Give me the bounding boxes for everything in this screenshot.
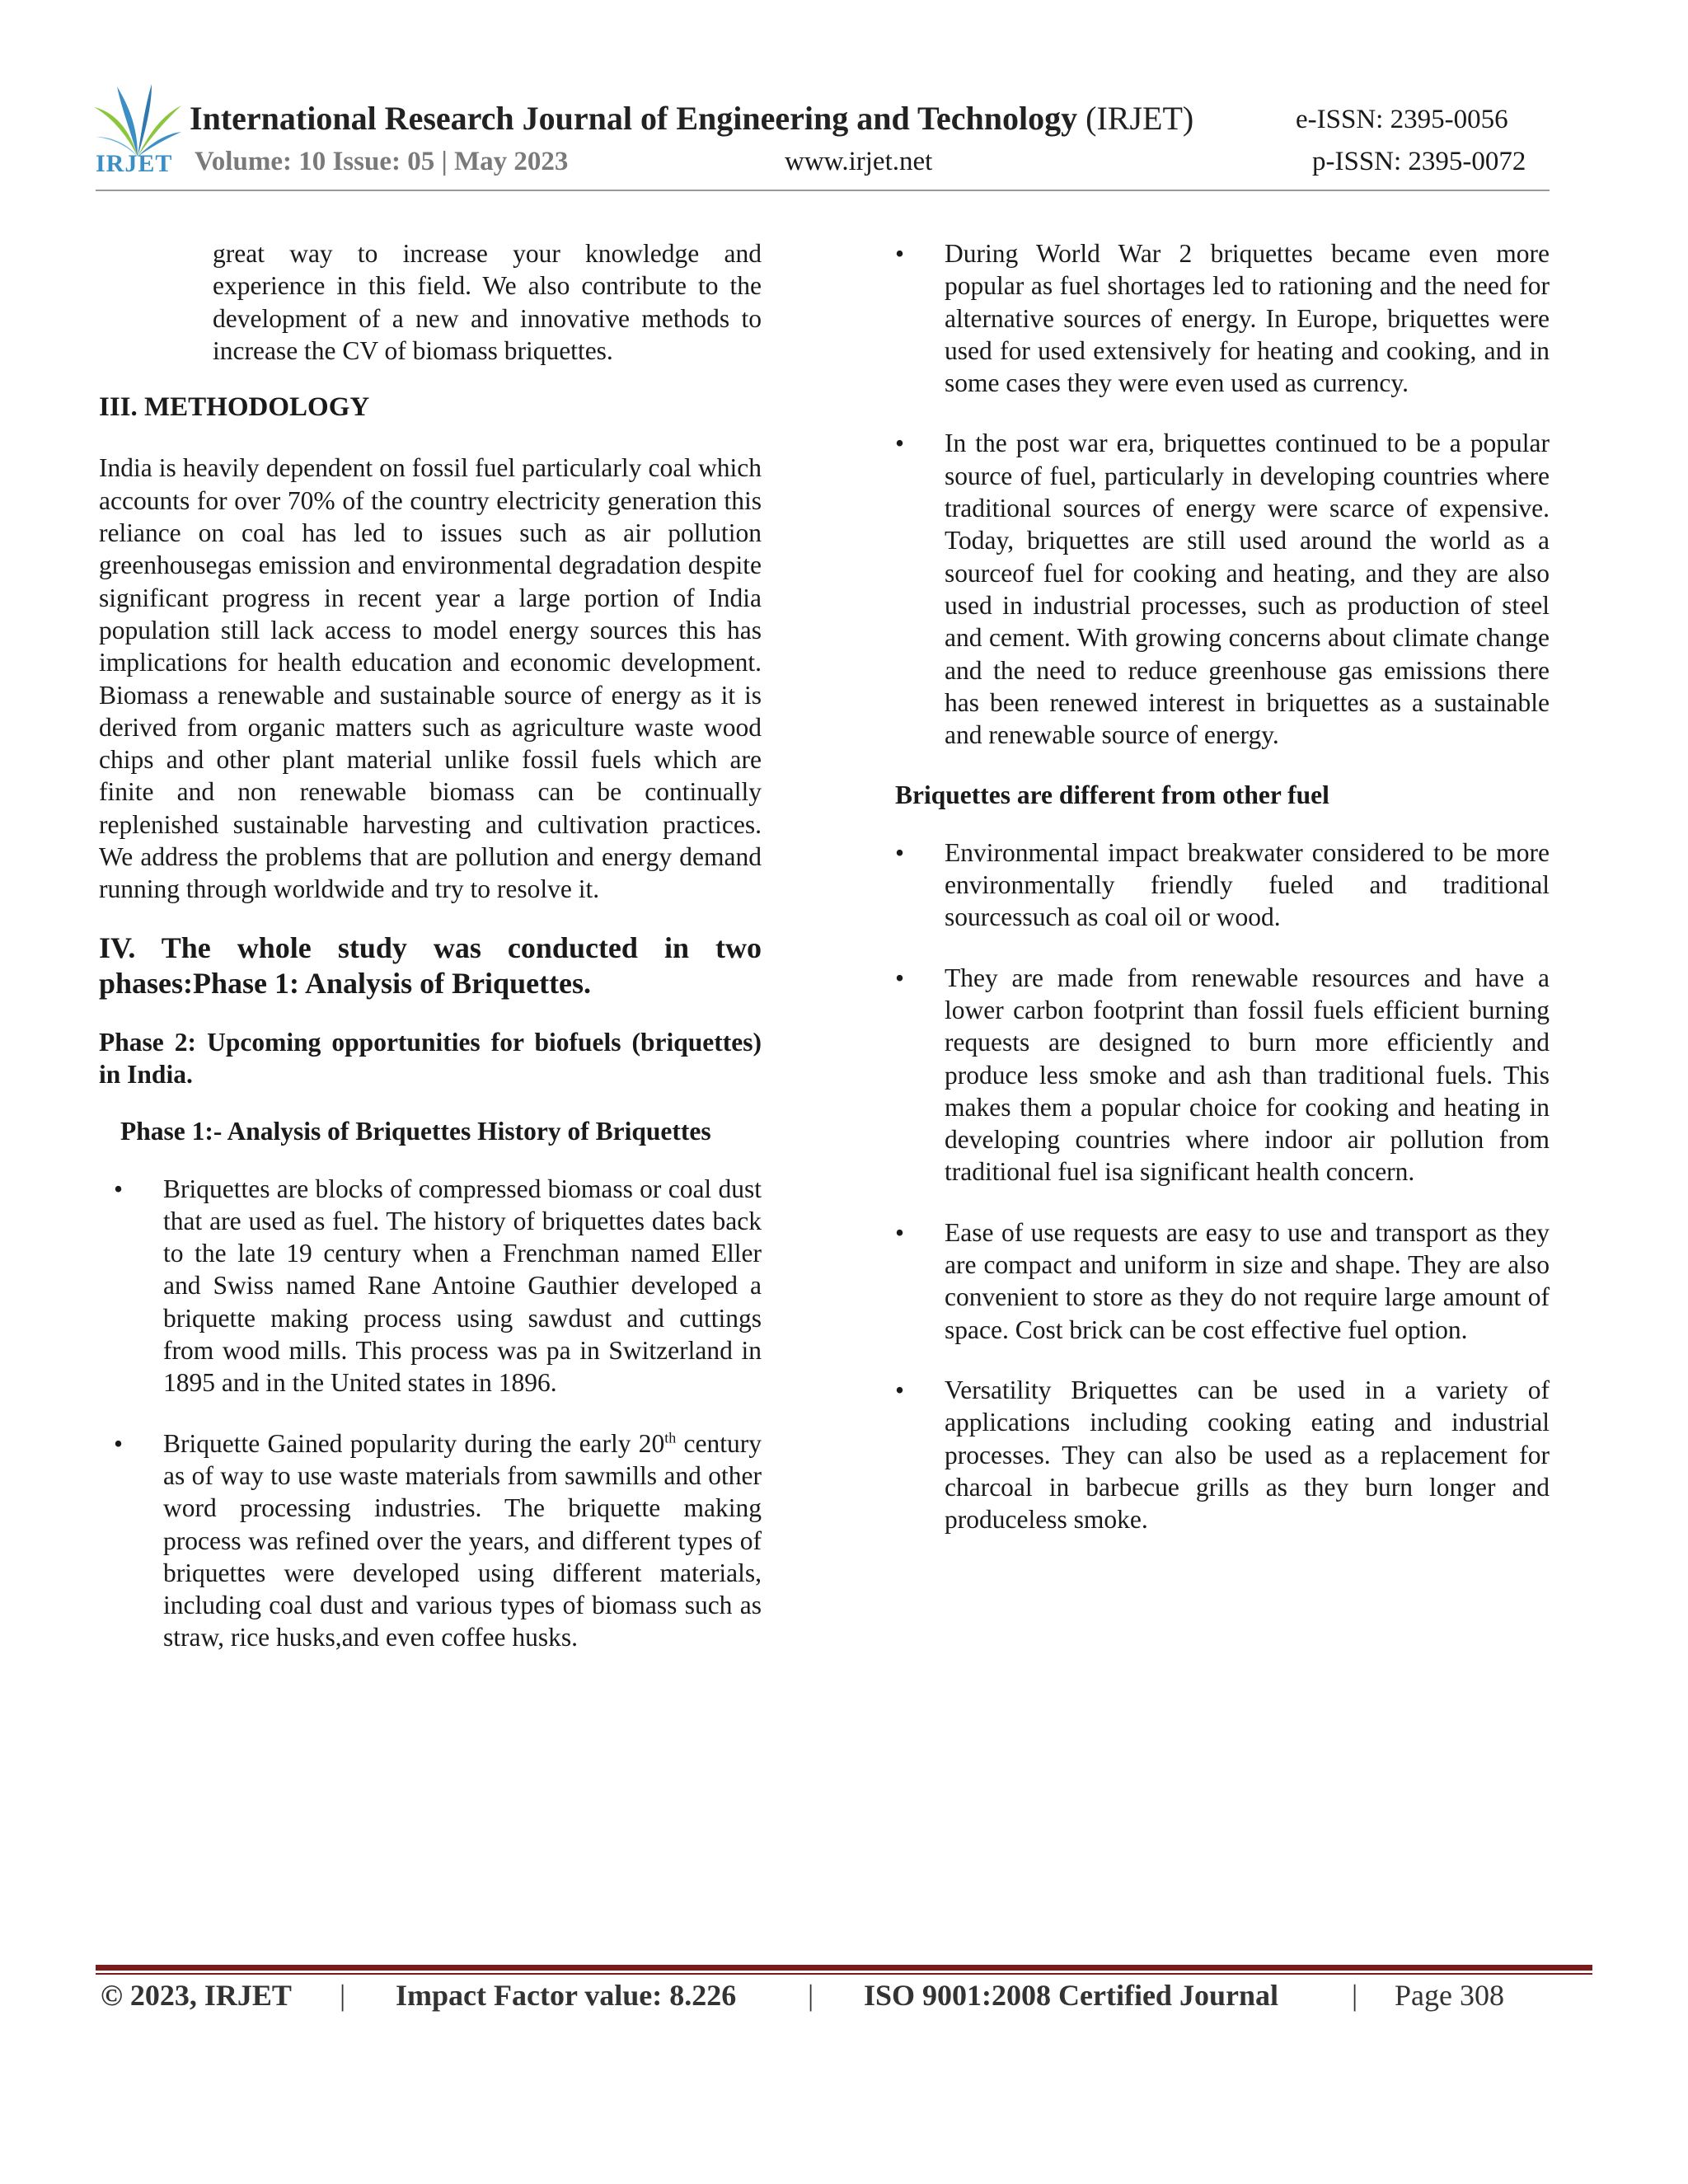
footer-impact-factor: Impact Factor value: 8.226 xyxy=(396,1979,737,2012)
list-item-text: Briquettes are blocks of compressed biomass or coal dust that are used as fuel. The history of briquettes dates back to the late 19 century when a Frenchman named Eller and Swiss named Rane Antoine Gauthier developed a briquette making process using sawdust and cuttings from wood mills. This process was pa in Switzerland in 1895 and in the United states in 1896. xyxy=(163,1174,762,1398)
bullet-icon: • xyxy=(895,837,905,867)
list-item-text-part: century as of way to use waste materials from sawmills and other word processing industries. The briquette making process was refined over the years, and different types of briquettes were developed using different materials, including coal dust and various types of biomass such as straw, rice husks,and even coffee husks. xyxy=(163,1428,762,1652)
footer-copyright: © 2023, IRJET xyxy=(101,1979,292,2012)
history-bullet-list-continued xyxy=(895,237,1550,751)
bullet-icon: • xyxy=(895,963,905,992)
bullet-icon: • xyxy=(895,429,905,458)
pissn: p-ISSN: 2395-0072 xyxy=(1312,147,1526,176)
left-column xyxy=(99,237,762,1682)
bullet-icon: • xyxy=(114,1174,124,1203)
footer-separator: | xyxy=(808,1979,814,2012)
methodology-heading: III. METHODOLOGY xyxy=(99,392,370,423)
ordinal-suffix: th xyxy=(664,1429,677,1446)
footer-separator: | xyxy=(1352,1979,1358,2012)
list-item xyxy=(99,1173,762,1399)
list-item-text: Ease of use requests are easy to use and transport as they are compact and uniform in size and shape. They are also convenient to store as they do not require large amount of space. Cost brick can be cost effective fuel option. xyxy=(945,1217,1550,1344)
footer-divider-thin xyxy=(96,1973,1592,1975)
phase2-heading: Phase 2: Upcoming opportunities for biofuels (briquettes) in India. xyxy=(99,1027,762,1089)
journal-logo xyxy=(92,82,183,181)
bullet-icon: • xyxy=(895,1375,905,1404)
page-number: Page 308 xyxy=(1395,1979,1504,2012)
intro-continuation: great way to increase your knowledge and experience in this field. We also contribute to the development of a new and innovative methods to increase the CV of biomass briquettes. xyxy=(213,239,762,365)
list-item xyxy=(895,1374,1550,1535)
list-item xyxy=(895,837,1550,934)
list-item xyxy=(99,1427,762,1654)
list-item-text: During World War 2 briquettes became even more popular as fuel shortages led to rationing and the need for alternative sources of energy. In Europe, briquettes were used for used extensively for heating and cooking, and in some cases they were even used as currency. xyxy=(945,239,1550,398)
list-item xyxy=(895,1216,1550,1346)
difference-heading: Briquettes are different from other fuel xyxy=(895,780,1329,810)
header-divider xyxy=(96,190,1550,191)
footer-separator: | xyxy=(340,1979,346,2012)
difference-bullet-list xyxy=(895,837,1550,1536)
journal-title-text: International Research Journal of Engineering and Technology xyxy=(190,100,1078,137)
journal-abbr: (IRJET) xyxy=(1085,100,1194,137)
list-item-text-part: Briquette Gained popularity during the early 20 xyxy=(163,1428,665,1458)
list-item-text: Environmental impact breakwater considered to be more environmentally friendly fueled and traditional sourcessuch as coal oil or wood. xyxy=(945,837,1550,932)
list-item xyxy=(895,427,1550,751)
list-item-text xyxy=(163,1429,762,1652)
list-item-text: They are made from renewable resources and have a lower carbon footprint than fossil fuels efficient burning requests are designed to burn more efficiently and produce less smoke and ash than traditional fuels. This makes them a popular choice for cooking and heating in developing countries where indoor air pollution from traditional fuel isa significant health concern. xyxy=(945,963,1550,1187)
logo-text: IRJET xyxy=(96,150,173,177)
eissn: e-ISSN: 2395-0056 xyxy=(1296,105,1508,134)
bullet-icon: • xyxy=(895,239,905,268)
methodology-paragraph: India is heavily dependent on fossil fuel particularly coal which accounts for over 70% of the country electricity generation this reliance on coal has led to issues such as air pollution greenhousegas emission and environmental degradation despite significant progress in recent year a large portion of India population still lack access to model energy sources this has implications for health education and economic development. Biomass a renewable and sustainable source of energy as it is derived from organic matters such as agriculture waste wood chips and other plant material unlike fossil fuels which are finite and non renewable biomass can be continually replenished sustainable harvesting and cultivation practices. We address the problems that are pollution and energy demand running through worldwide and try to resolve it. xyxy=(99,453,762,904)
right-column xyxy=(895,237,1550,1563)
list-item-text: In the post war era, briquettes continued to be a popular source of fuel, particularly in developing countries where traditional sources of energy were scarce of expensive. Today, briquettes are still used around the world as a sourceof fuel for cooking and heating, and they are also used in industrial processes, such as production of steel and cement. With growing concerns about climate change and the need to reduce greenhouse gas emissions there has been renewed interest in briquettes as a sustainable and renewable source of energy. xyxy=(945,429,1550,750)
journal-title xyxy=(190,99,1193,138)
bullet-icon: • xyxy=(114,1428,124,1458)
list-item xyxy=(895,962,1550,1188)
study-heading: IV. The whole study was conducted in two phases:Phase 1: Analysis of Briquettes. xyxy=(99,930,762,1000)
list-item-text: Versatility Briquettes can be used in a variety of applications including cooking eating and industrial processes. They can also be used as a replacement for charcoal in barbecue grills as they burn longer and produceless smoke. xyxy=(945,1375,1550,1535)
history-bullet-list xyxy=(99,1173,762,1654)
bullet-icon: • xyxy=(895,1217,905,1247)
journal-website[interactable]: www.irjet.net xyxy=(785,147,933,176)
footer-divider xyxy=(96,1965,1592,1971)
footer-iso: ISO 9001:2008 Certified Journal xyxy=(864,1979,1278,2012)
volume-issue: Volume: 10 Issue: 05 | May 2023 xyxy=(195,147,569,176)
list-item xyxy=(895,237,1550,399)
phase1-heading: Phase 1:- Analysis of Briquettes History of Briquettes xyxy=(120,1117,711,1146)
